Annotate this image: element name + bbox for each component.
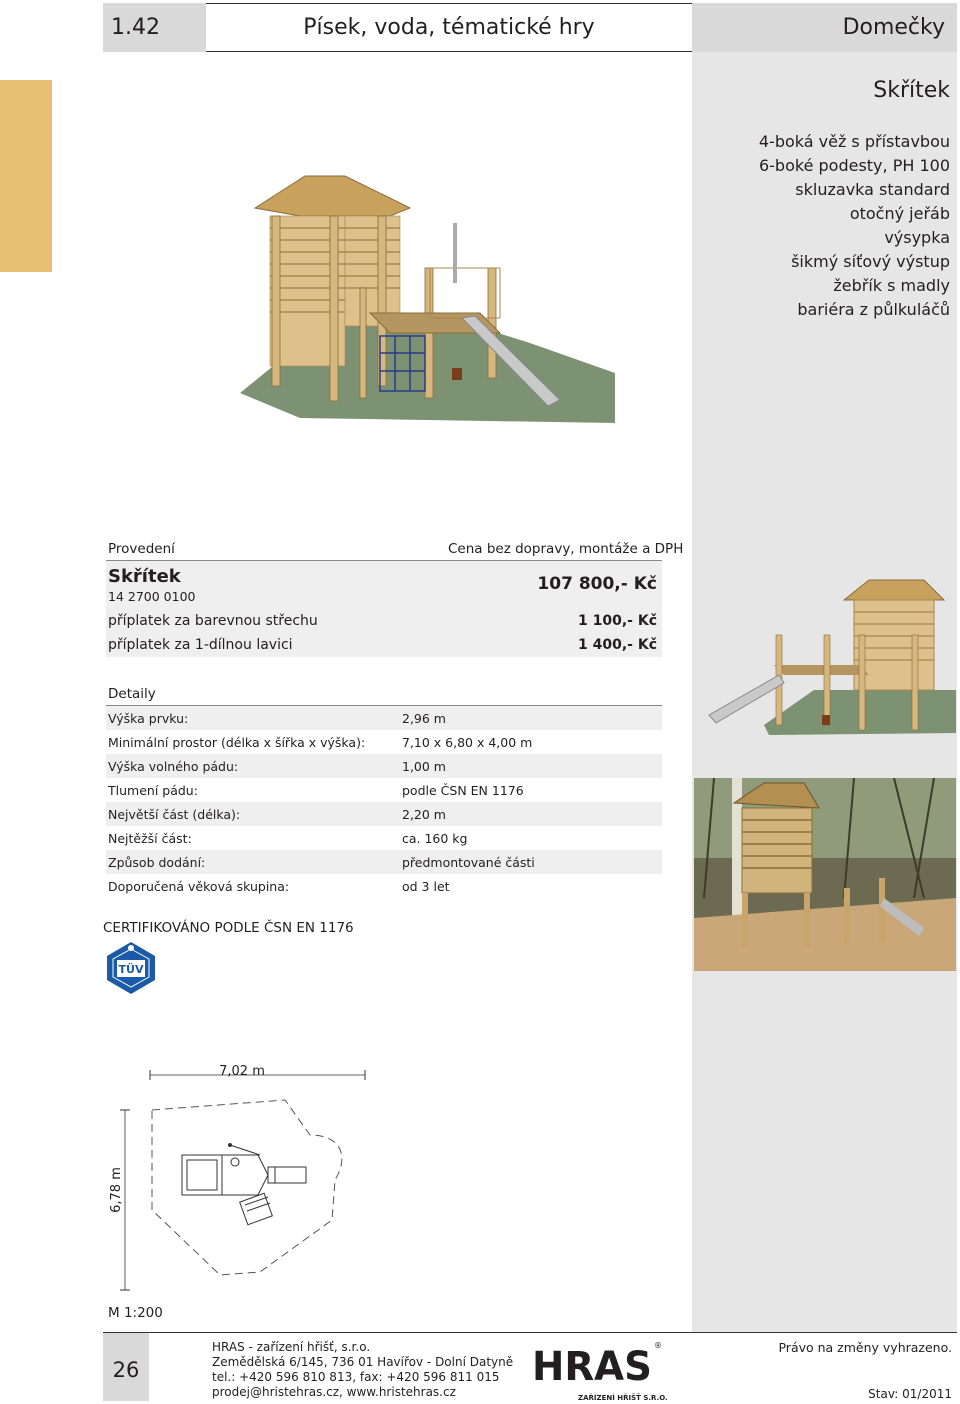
detail-value: od 3 let [402,878,450,894]
detail-key: Způsob dodání: [108,854,206,870]
feature-item: skluzavka standard [795,180,950,199]
hras-logo [528,1338,668,1402]
table-row [106,754,662,778]
accent-tab [0,80,52,272]
feature-item: otočný jeřáb [849,204,950,223]
detail-value: 2,96 m [402,710,446,726]
table-row [106,802,662,826]
detail-key: Tlumení pádu: [108,782,198,798]
feature-item: žebřík s madly [833,276,950,295]
company-line: tel.: +420 596 810 813, fax: +420 596 811 015 [212,1370,500,1384]
company-line: Zemědělská 6/145, 736 01 Havířov - Dolní Datyně [212,1355,514,1369]
feature-item: 6-boké podesty, PH 100 [758,156,950,175]
item-code: 14 2700 0100 [108,589,196,604]
table-row [106,706,662,730]
feature-item: bariéra z půlkuláčů [797,300,950,319]
status-date: Stav: 01/2011 [868,1387,952,1401]
registered-icon: ® [654,1341,662,1350]
section-number: 1.42 [103,3,206,52]
table-row [106,730,662,754]
detail-value: předmontované části [402,854,535,870]
detail-key: Výška volného pádu: [108,758,239,774]
tuv-badge-icon [103,940,159,996]
table-row [106,778,662,802]
detail-value: 2,20 m [402,806,446,822]
logo-text: HRAS [532,1344,652,1390]
plan-height-label: 6,78 m [109,1167,124,1213]
detail-key: Doporučená věková skupina: [108,878,290,894]
surcharge-label: příplatek za barevnou střechu [108,613,318,629]
detail-key: Výška prvku: [108,710,189,726]
footer-divider [103,1332,957,1333]
product-photo [694,778,956,971]
plan-width-label: 7,02 m [219,1064,265,1079]
feature-item: výsypka [884,228,950,247]
detail-value: ca. 160 kg [402,830,468,846]
company-line: prodej@hristehras.cz, www.hristehras.cz [212,1385,456,1399]
table-row [106,874,662,898]
detail-value: 7,10 x 6,80 x 4,00 m [402,734,533,750]
logo-subtitle: ZAŘÍZENÍ HŘIŠŤ S.R.O. [578,1394,668,1402]
floor-plan-diagram [100,1050,400,1300]
feature-item: šikmý síťový výstup [791,252,950,271]
company-info [212,1340,513,1400]
product-render-side [694,575,956,740]
price-label: Cena bez dopravy, montáže a DPH [448,541,684,557]
detail-key: Největší část (délka): [108,806,241,822]
company-line: HRAS - zařízení hřišť, s.r.o. [212,1340,371,1354]
category-title: Domečky [692,3,957,52]
divider [106,560,662,561]
surcharge-label: příplatek za 1-dílnou lavici [108,637,293,653]
product-name: Skřítek [873,78,950,103]
rights-notice: Právo na změny vyhrazeno. [778,1340,952,1355]
detail-key: Nejtěžší část: [108,830,192,846]
detail-key: Minimální prostor (délka x šířka x výška): [108,734,366,750]
details-heading: Detaily [108,686,156,702]
plan-scale: M 1:200 [108,1305,163,1321]
item-name: Skřítek [108,566,181,587]
product-render-main [230,168,630,428]
section-title: Písek, voda, tématické hry [206,3,692,52]
detail-value: podle ČSN EN 1176 [402,782,524,798]
item-price: 107 800,- Kč [537,574,657,594]
surcharge-price: 1 100,- Kč [578,613,657,629]
detail-value: 1,00 m [402,758,446,774]
page-number: 26 [112,1358,140,1382]
certification-text: CERTIFIKOVÁNO PODLE ČSN EN 1176 [103,920,354,936]
feature-item: 4-boká věž s přístavbou [758,132,950,151]
feature-list [759,130,950,322]
variant-label: Provedení [108,541,175,557]
surcharge-price: 1 400,- Kč [578,637,657,653]
table-row [106,826,662,850]
details-table [106,705,662,898]
table-row [106,850,662,874]
svg-text:TÜV: TÜV [118,963,144,976]
